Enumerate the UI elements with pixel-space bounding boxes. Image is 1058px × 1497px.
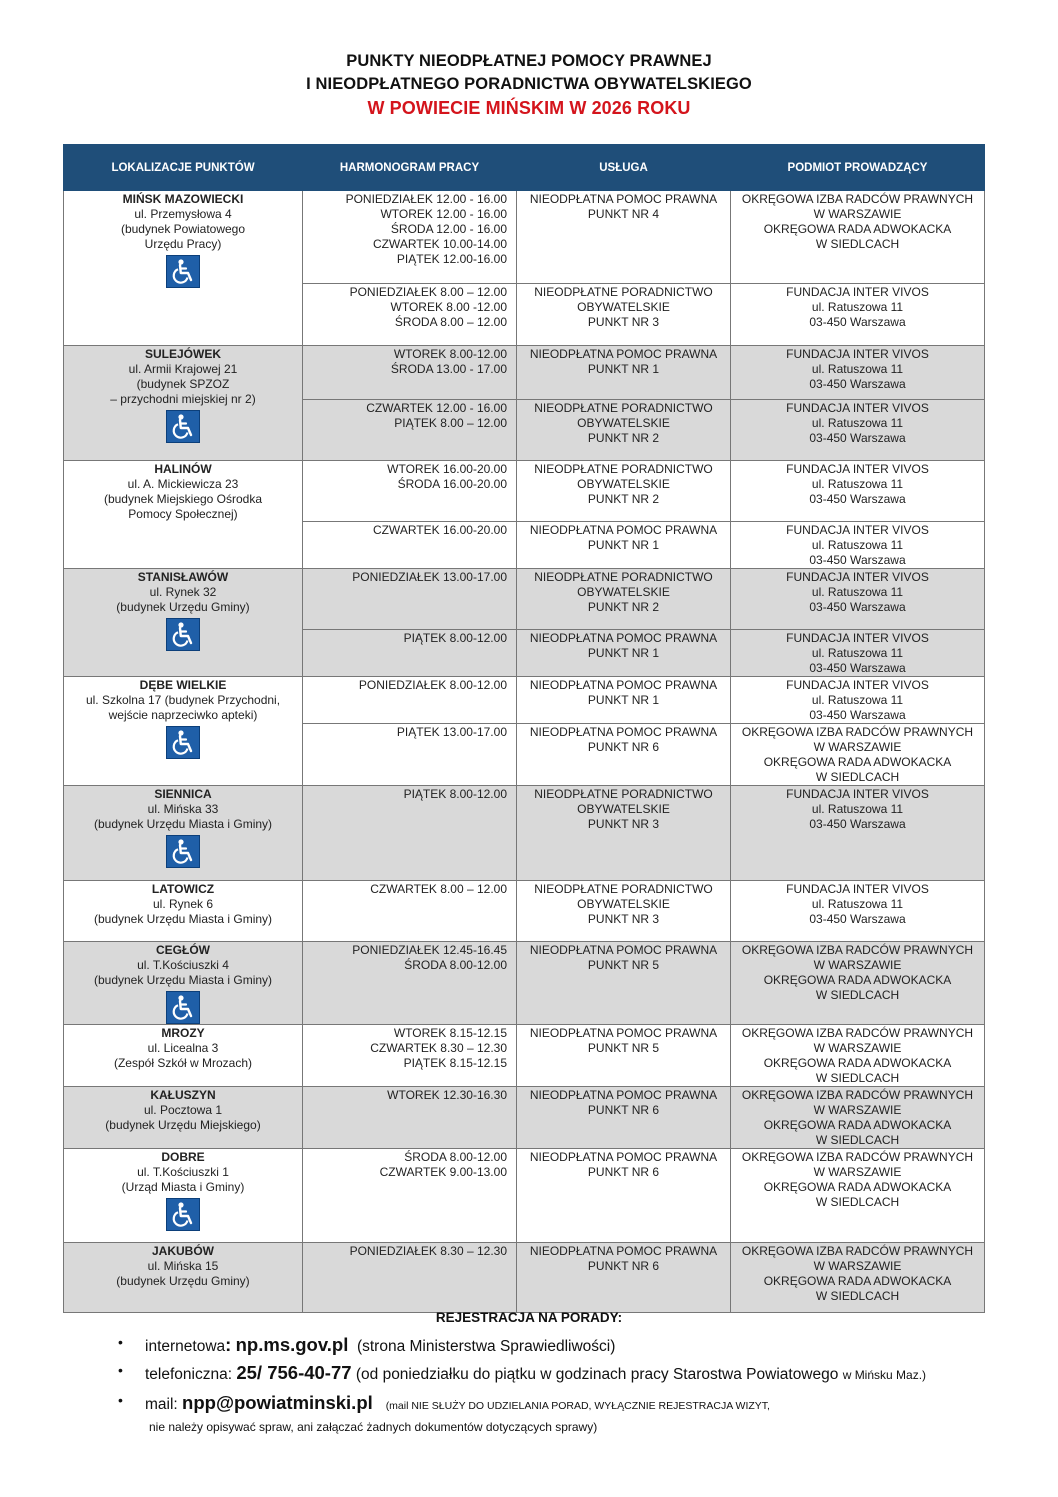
internet-note: (strona Ministerstwa Sprawiedliwości)	[356, 1338, 616, 1355]
provider-cell	[731, 786, 985, 881]
table-row	[64, 881, 985, 942]
service-line: NIEODPŁATNA POMOC PRAWNA	[529, 678, 718, 692]
location-address-line: ul. Mińska 33	[147, 802, 219, 816]
schedule-line: ŚRODA 8.00-12.00	[404, 958, 507, 972]
provider-line: 03-450 Warszawa	[809, 708, 906, 722]
header-locations: LOKALIZACJE PUNKTÓW	[64, 145, 303, 191]
service-cell	[517, 1087, 731, 1149]
location-address-line: Urzędu Pracy)	[144, 237, 222, 251]
provider-cell	[731, 400, 985, 461]
location-address-line: ul. Armii Krajowej 21	[128, 362, 238, 376]
phone-note-small: w Mińsku Maz.)	[842, 1368, 927, 1382]
provider-line: OKRĘGOWA RADA ADWOKACKA	[763, 1118, 952, 1132]
bullet-icon: •	[118, 1334, 123, 1350]
service-line: NIEODPŁATNA POMOC PRAWNA	[529, 523, 718, 537]
provider-line: FUNDACJA INTER VIVOS	[786, 678, 929, 692]
location-address-line: (budynek Urzędu Gminy)	[116, 1274, 250, 1288]
location-cell	[64, 1087, 303, 1149]
provider-line: W WARSZAWIE	[813, 958, 902, 972]
schedule-line: WTOREK 8.00-12.00	[393, 347, 507, 361]
schedule-line: CZWARTEK 12.00 - 16.00	[366, 401, 507, 415]
location-cell	[64, 1149, 303, 1243]
provider-line: 03-450 Warszawa	[809, 377, 906, 391]
schedule-line: WTOREK 8.15-12.15	[393, 1026, 507, 1040]
location-address-line: ul. Przemysłowa 4	[134, 207, 232, 221]
schedule-cell	[303, 346, 517, 400]
table-row	[64, 191, 985, 284]
provider-line: 03-450 Warszawa	[809, 600, 906, 614]
location-name: MIŃSK MAZOWIECKI	[122, 192, 244, 206]
location-address-line: ul. Rynek 6	[152, 897, 214, 911]
title-line-3: W POWIECIE MIŃSKIM W 2026 ROKU	[367, 98, 691, 118]
location-name: DOBRE	[161, 1150, 205, 1164]
service-line: PUNKT NR 1	[587, 646, 660, 660]
schedule-line: CZWARTEK 16.00-20.00	[372, 523, 507, 537]
service-line: OBYWATELSKIE	[577, 477, 670, 491]
service-line: PUNKT NR 4	[587, 207, 660, 221]
provider-line: ul. Ratuszowa 11	[811, 477, 904, 491]
location-address-line: (budynek Urzędu Miejskiego)	[105, 1118, 261, 1132]
service-line: NIEODPŁATNA POMOC PRAWNA	[529, 347, 718, 361]
provider-line: OKRĘGOWA IZBA RADCÓW PRAWNYCH	[741, 725, 974, 739]
mail-note-continued: nie należy opisywać spraw, ani załączać żadnych dokumentów dotyczących sprawy)	[149, 1420, 598, 1434]
provider-cell	[731, 881, 985, 942]
mail-note: (mail NIE SŁUŻY DO UDZIELANIA PORAD, WYŁĄCZNIE REJESTRACJA WIZYT,	[385, 1400, 770, 1412]
schedule-cell	[303, 1149, 517, 1243]
bullet-icon: •	[118, 1392, 123, 1408]
provider-line: ul. Ratuszowa 11	[811, 897, 904, 911]
table-row	[64, 942, 985, 1025]
provider-line: 03-450 Warszawa	[809, 315, 906, 329]
provider-cell	[731, 677, 985, 724]
location-cell	[64, 191, 303, 346]
location-name: KAŁUSZYN	[150, 1088, 216, 1102]
service-line: PUNKT NR 6	[587, 1165, 660, 1179]
table-row	[64, 677, 985, 724]
location-cell	[64, 942, 303, 1025]
schedule-cell	[303, 284, 517, 346]
provider-line: ul. Ratuszowa 11	[811, 646, 904, 660]
provider-cell	[731, 346, 985, 400]
location-address-line: (budynek Urzędu Gminy)	[116, 600, 250, 614]
service-line: PUNKT NR 6	[587, 740, 660, 754]
location-address-line: ul. Rynek 32	[149, 585, 217, 599]
provider-line: 03-450 Warszawa	[809, 431, 906, 445]
location-cell	[64, 786, 303, 881]
title-line-2: I NIEODPŁATNEGO PORADNICTWA OBYWATELSKIEGO	[306, 75, 752, 93]
schedule-line: WTOREK 8.00 -12.00	[390, 300, 507, 314]
legal-aid-points-table	[63, 144, 985, 1313]
provider-line: W WARSZAWIE	[813, 1041, 902, 1055]
location-address-line: – przychodni miejskiej nr 2)	[110, 392, 256, 406]
wheelchair-accessible-icon	[166, 255, 200, 288]
service-line: PUNKT NR 5	[587, 958, 660, 972]
service-line: PUNKT NR 3	[587, 817, 660, 831]
provider-cell	[731, 1149, 985, 1243]
provider-line: OKRĘGOWA IZBA RADCÓW PRAWNYCH	[741, 192, 974, 206]
service-line: NIEODPŁATNE PORADNICTWO	[534, 882, 713, 896]
schedule-line: PONIEDZIAŁEK 8.00-12.00	[358, 678, 507, 692]
schedule-cell	[303, 942, 517, 1025]
wheelchair-accessible-icon	[166, 835, 200, 868]
location-cell	[64, 461, 303, 569]
location-address-line: (budynek Urzędu Miasta i Gminy)	[93, 973, 273, 987]
service-line: NIEODPŁATNA POMOC PRAWNA	[529, 1150, 718, 1164]
provider-line: 03-450 Warszawa	[809, 912, 906, 926]
schedule-line: PIĄTEK 8.00 – 12.00	[394, 416, 507, 430]
service-line: PUNKT NR 2	[587, 492, 660, 506]
provider-line: ul. Ratuszowa 11	[811, 802, 904, 816]
location-address-line: ul. T.Kościuszki 1	[137, 1165, 229, 1179]
service-line: NIEODPŁATNE PORADNICTWO	[534, 787, 713, 801]
schedule-line: WTOREK 12.30-16.30	[387, 1088, 507, 1102]
provider-line: OKRĘGOWA IZBA RADCÓW PRAWNYCH	[741, 943, 974, 957]
service-cell	[517, 400, 731, 461]
schedule-line: CZWARTEK 10.00-14.00	[372, 237, 507, 251]
location-address-line: ul. A. Mickiewicza 23	[127, 477, 239, 491]
schedule-cell	[303, 461, 517, 522]
service-line: OBYWATELSKIE	[577, 897, 670, 911]
service-line: NIEODPŁATNE PORADNICTWO	[534, 401, 713, 415]
provider-line: FUNDACJA INTER VIVOS	[786, 631, 929, 645]
provider-cell	[731, 1243, 985, 1313]
service-line: PUNKT NR 3	[587, 912, 660, 926]
title-line-1: PUNKTY NIEODPŁATNEJ POMOCY PRAWNEJ	[346, 52, 712, 70]
location-address-line: (Zespół Szkół w Mrozach)	[113, 1056, 253, 1070]
provider-cell	[731, 284, 985, 346]
schedule-cell	[303, 881, 517, 942]
location-name: STANISŁAWÓW	[137, 570, 229, 584]
service-line: NIEODPŁATNE PORADNICTWO	[534, 462, 713, 476]
provider-line: FUNDACJA INTER VIVOS	[786, 347, 929, 361]
schedule-line: PIĄTEK 8.00-12.00	[403, 787, 507, 801]
location-name: HALINÓW	[154, 462, 212, 476]
wheelchair-accessible-icon	[166, 726, 200, 759]
schedule-cell	[303, 191, 517, 284]
provider-line: 03-450 Warszawa	[809, 817, 906, 831]
location-name: LATOWICZ	[151, 882, 215, 896]
service-line: NIEODPŁATNA POMOC PRAWNA	[529, 725, 718, 739]
service-line: PUNKT NR 6	[587, 1103, 660, 1117]
service-line: NIEODPŁATNA POMOC PRAWNA	[529, 631, 718, 645]
schedule-line: PONIEDZIAŁEK 8.00 – 12.00	[349, 285, 507, 299]
location-address-line: (budynek Powiatowego	[120, 222, 246, 236]
schedule-line: PONIEDZIAŁEK 8.30 – 12.30	[349, 1244, 507, 1258]
service-cell	[517, 786, 731, 881]
schedule-line: CZWARTEK 9.00-13.00	[379, 1165, 507, 1179]
provider-line: FUNDACJA INTER VIVOS	[786, 285, 929, 299]
provider-line: OKRĘGOWA RADA ADWOKACKA	[763, 1056, 952, 1070]
location-address-line: ul. Pocztowa 1	[143, 1103, 223, 1117]
provider-line: OKRĘGOWA IZBA RADCÓW PRAWNYCH	[741, 1088, 974, 1102]
service-line: OBYWATELSKIE	[577, 416, 670, 430]
service-line: OBYWATELSKIE	[577, 300, 670, 314]
service-line: OBYWATELSKIE	[577, 802, 670, 816]
location-address-line: ul. T.Kościuszki 4	[137, 958, 229, 972]
provider-line: 03-450 Warszawa	[809, 661, 906, 675]
schedule-line: WTOREK 12.00 - 16.00	[380, 207, 507, 221]
provider-line: W SIEDLCACH	[815, 1133, 900, 1147]
provider-line: W SIEDLCACH	[815, 988, 900, 1002]
location-cell	[64, 1025, 303, 1087]
provider-cell	[731, 461, 985, 522]
table-header-row	[64, 145, 985, 191]
service-cell	[517, 569, 731, 630]
registration-heading: REJESTRACJA NA PORADY:	[435, 1310, 623, 1325]
provider-line: FUNDACJA INTER VIVOS	[786, 570, 929, 584]
service-cell	[517, 630, 731, 677]
service-line: PUNKT NR 2	[587, 600, 660, 614]
phone-label: telefoniczna:	[145, 1366, 233, 1383]
schedule-line: PONIEDZIAŁEK 12.00 - 16.00	[345, 192, 507, 206]
table-row	[64, 1149, 985, 1243]
location-address-line: ul. Mińska 15	[147, 1259, 219, 1273]
phone-number[interactable]: 25/ 756-40-77	[236, 1362, 352, 1383]
schedule-cell	[303, 400, 517, 461]
provider-line: ul. Ratuszowa 11	[811, 362, 904, 376]
provider-cell	[731, 191, 985, 284]
schedule-line: ŚRODA 8.00-12.00	[404, 1150, 507, 1164]
service-line: NIEODPŁATNA POMOC PRAWNA	[529, 192, 718, 206]
table-row	[64, 1243, 985, 1313]
provider-line: FUNDACJA INTER VIVOS	[786, 787, 929, 801]
header-schedule: HARMONOGRAM PRACY	[303, 145, 517, 191]
wheelchair-accessible-icon	[166, 618, 200, 651]
provider-line: 03-450 Warszawa	[809, 553, 906, 567]
schedule-cell	[303, 1243, 517, 1313]
provider-cell	[731, 1025, 985, 1087]
schedule-cell	[303, 522, 517, 569]
schedule-line: PIĄTEK 13.00-17.00	[396, 725, 507, 739]
service-line: PUNKT NR 2	[587, 431, 660, 445]
wheelchair-accessible-icon	[166, 1198, 200, 1231]
location-cell	[64, 1243, 303, 1313]
location-address-line: (budynek Urzędu Miasta i Gminy)	[93, 817, 273, 831]
service-line: OBYWATELSKIE	[577, 585, 670, 599]
schedule-cell	[303, 1087, 517, 1149]
provider-cell	[731, 724, 985, 786]
provider-line: 03-450 Warszawa	[809, 492, 906, 506]
service-cell	[517, 522, 731, 569]
schedule-line: PIĄTEK 8.00-12.00	[403, 631, 507, 645]
service-line: NIEODPŁATNA POMOC PRAWNA	[529, 1026, 718, 1040]
location-cell	[64, 677, 303, 786]
schedule-line: ŚRODA 12.00 - 16.00	[390, 222, 507, 236]
internet-colon: :	[225, 1334, 232, 1355]
provider-cell	[731, 522, 985, 569]
provider-line: ul. Ratuszowa 11	[811, 538, 904, 552]
provider-line: W SIEDLCACH	[815, 770, 900, 784]
provider-line: ul. Ratuszowa 11	[811, 693, 904, 707]
schedule-line: PIĄTEK 8.15-12.15	[403, 1056, 507, 1070]
provider-line: ul. Ratuszowa 11	[811, 416, 904, 430]
mail-label: mail:	[145, 1396, 178, 1413]
wheelchair-accessible-icon	[166, 991, 200, 1024]
service-cell	[517, 677, 731, 724]
schedule-cell	[303, 786, 517, 881]
provider-line: OKRĘGOWA RADA ADWOKACKA	[763, 755, 952, 769]
location-cell	[64, 569, 303, 677]
mail-address[interactable]: npp@powiatminski.pl	[182, 1392, 373, 1413]
provider-cell	[731, 1087, 985, 1149]
phone-note: (od poniedziałku do piątku w godzinach pracy Starostwa Powiatowego	[355, 1366, 839, 1383]
provider-line: W WARSZAWIE	[813, 207, 902, 221]
provider-line: OKRĘGOWA IZBA RADCÓW PRAWNYCH	[741, 1244, 974, 1258]
provider-line: W WARSZAWIE	[813, 1103, 902, 1117]
internet-link[interactable]: np.ms.gov.pl	[235, 1334, 349, 1355]
table-row	[64, 461, 985, 522]
location-address-line: ul. Licealna 3	[147, 1041, 219, 1055]
schedule-cell	[303, 1025, 517, 1087]
service-cell	[517, 461, 731, 522]
location-address-line: (budynek Miejskiego Ośrodka	[103, 492, 263, 506]
service-line: NIEODPŁATNE PORADNICTWO	[534, 285, 713, 299]
service-cell	[517, 881, 731, 942]
provider-cell	[731, 569, 985, 630]
provider-cell	[731, 630, 985, 677]
provider-line: OKRĘGOWA RADA ADWOKACKA	[763, 222, 952, 236]
bullet-icon: •	[118, 1362, 123, 1378]
location-name: JAKUBÓW	[152, 1244, 214, 1258]
schedule-cell	[303, 724, 517, 786]
table-row	[64, 786, 985, 881]
provider-line: FUNDACJA INTER VIVOS	[786, 523, 929, 537]
provider-line: ul. Ratuszowa 11	[811, 300, 904, 314]
provider-line: ul. Ratuszowa 11	[811, 585, 904, 599]
provider-line: FUNDACJA INTER VIVOS	[786, 462, 929, 476]
provider-cell	[731, 942, 985, 1025]
table-row	[64, 1087, 985, 1149]
table-row	[64, 346, 985, 400]
provider-line: W SIEDLCACH	[815, 1071, 900, 1085]
service-cell	[517, 284, 731, 346]
schedule-line: WTOREK 16.00-20.00	[387, 462, 507, 476]
location-name: DĘBE WIELKIE	[139, 678, 227, 692]
schedule-line: PONIEDZIAŁEK 13.00-17.00	[352, 570, 507, 584]
table-row	[64, 569, 985, 630]
location-name: SULEJÓWEK	[144, 347, 221, 361]
table-body	[64, 191, 985, 1313]
service-line: NIEODPŁATNA POMOC PRAWNA	[529, 1244, 718, 1258]
wheelchair-accessible-icon	[166, 410, 200, 443]
schedule-cell	[303, 569, 517, 630]
service-line: NIEODPŁATNE PORADNICTWO	[534, 570, 713, 584]
provider-line: OKRĘGOWA RADA ADWOKACKA	[763, 973, 952, 987]
service-line: PUNKT NR 5	[587, 1041, 660, 1055]
location-address-line: (Urząd Miasta i Gminy)	[121, 1180, 245, 1194]
location-address-line: (budynek Urzędu Miasta i Gminy)	[93, 912, 273, 926]
service-cell	[517, 1025, 731, 1087]
schedule-line: CZWARTEK 8.30 – 12.30	[370, 1041, 507, 1055]
service-line: PUNKT NR 1	[587, 693, 660, 707]
provider-line: W WARSZAWIE	[813, 1259, 902, 1273]
provider-line: W WARSZAWIE	[813, 740, 902, 754]
location-name: SIENNICA	[154, 787, 212, 801]
service-line: PUNKT NR 3	[587, 315, 660, 329]
service-line: NIEODPŁATNA POMOC PRAWNA	[529, 943, 718, 957]
provider-line: FUNDACJA INTER VIVOS	[786, 401, 929, 415]
location-address-line: wejście naprzeciwko apteki)	[108, 708, 258, 722]
service-cell	[517, 346, 731, 400]
schedule-cell	[303, 630, 517, 677]
schedule-line: ŚRODA 8.00 – 12.00	[394, 315, 507, 329]
service-line: PUNKT NR 1	[587, 538, 660, 552]
schedule-line: ŚRODA 13.00 - 17.00	[390, 362, 507, 376]
location-cell	[64, 881, 303, 942]
location-cell	[64, 346, 303, 461]
service-cell	[517, 942, 731, 1025]
table-row	[64, 1025, 985, 1087]
location-name: CEGŁÓW	[156, 943, 210, 957]
internet-label: internetowa	[145, 1338, 226, 1355]
provider-line: W SIEDLCACH	[815, 237, 900, 251]
provider-line: W SIEDLCACH	[815, 1195, 900, 1209]
service-line: NIEODPŁATNA POMOC PRAWNA	[529, 1088, 718, 1102]
service-cell	[517, 1243, 731, 1313]
service-line: PUNKT NR 6	[587, 1259, 660, 1273]
provider-line: W WARSZAWIE	[813, 1165, 902, 1179]
provider-line: OKRĘGOWA RADA ADWOKACKA	[763, 1180, 952, 1194]
location-name: MROZY	[161, 1026, 205, 1040]
provider-line: OKRĘGOWA RADA ADWOKACKA	[763, 1274, 952, 1288]
document-title	[0, 50, 1058, 120]
header-service: USŁUGA	[517, 145, 731, 191]
header-provider: PODMIOT PROWADZĄCY	[731, 145, 985, 191]
provider-line: OKRĘGOWA IZBA RADCÓW PRAWNYCH	[741, 1150, 974, 1164]
service-cell	[517, 191, 731, 284]
schedule-line: PIĄTEK 12.00-16.00	[396, 252, 507, 266]
provider-line: W SIEDLCACH	[815, 1289, 900, 1303]
schedule-line: CZWARTEK 8.00 – 12.00	[370, 882, 507, 896]
service-cell	[517, 1149, 731, 1243]
service-line: PUNKT NR 1	[587, 362, 660, 376]
location-address-line: Pomocy Społecznej)	[128, 507, 238, 521]
location-address-line: ul. Szkolna 17 (budynek Przychodni,	[85, 693, 281, 707]
provider-line: FUNDACJA INTER VIVOS	[786, 882, 929, 896]
service-cell	[517, 724, 731, 786]
schedule-line: ŚRODA 16.00-20.00	[397, 477, 507, 491]
location-address-line: (budynek SPZOZ	[136, 377, 230, 391]
schedule-line: PONIEDZIAŁEK 12.45-16.45	[352, 943, 507, 957]
schedule-cell	[303, 677, 517, 724]
provider-line: OKRĘGOWA IZBA RADCÓW PRAWNYCH	[741, 1026, 974, 1040]
